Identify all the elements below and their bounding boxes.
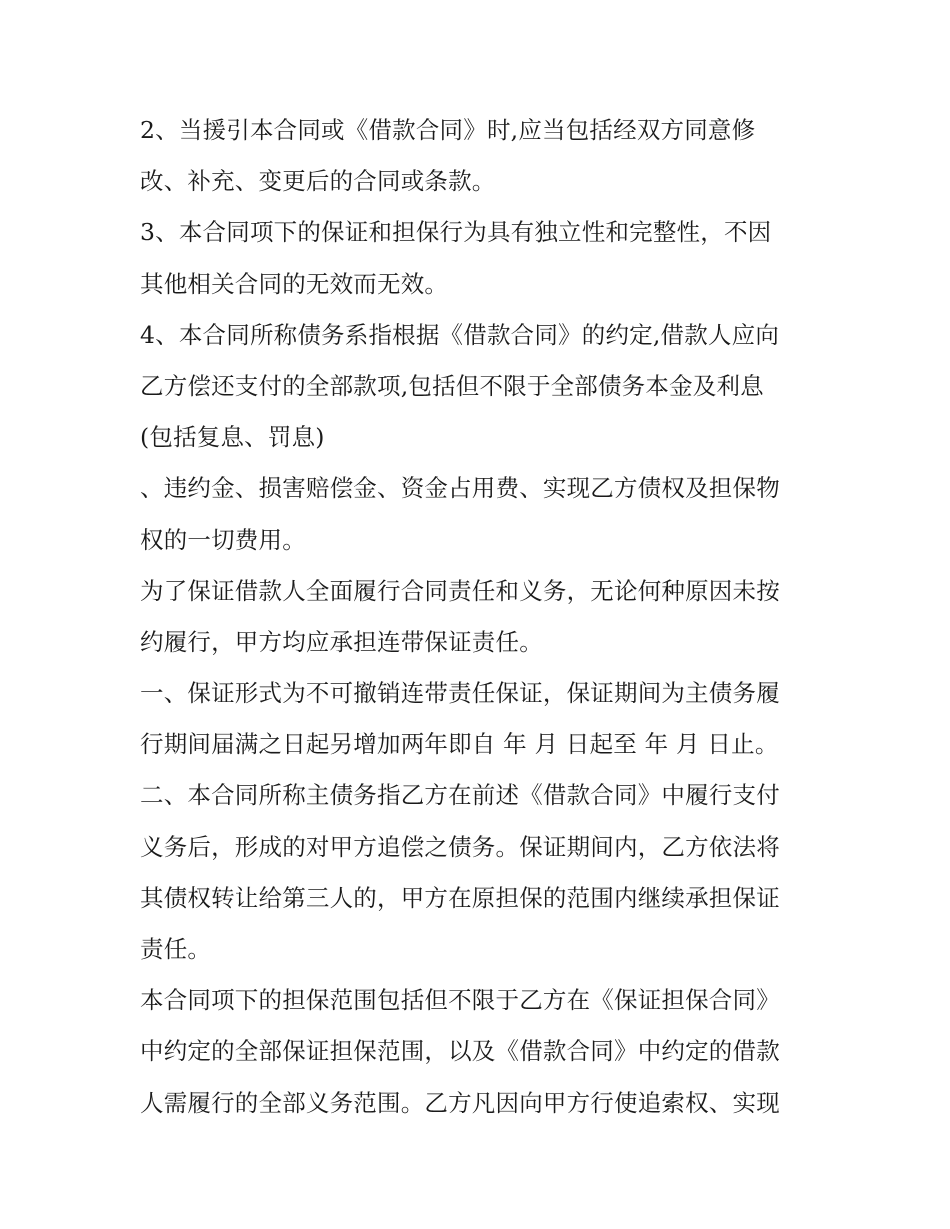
text-line: 4、本合同所称债务系指根据《借款合同》的约定,借款人应向 bbox=[140, 320, 780, 349]
text-line: 二、本合同所称主债务指乙方在前述《借款合同》中履行支付 bbox=[140, 781, 780, 810]
text-line: 乙方偿还支付的全部款项,包括但不限于全部债务本金及利息 bbox=[140, 371, 764, 400]
text-line: 权的一切费用。 bbox=[140, 525, 306, 554]
text-line: 中约定的全部保证担保范围，以及《借款合同》中约定的借款 bbox=[140, 1037, 780, 1066]
text-line: 人需履行的全部义务范围。乙方凡因向甲方行使追索权、实现 bbox=[140, 1088, 780, 1117]
text-line: 本合同项下的担保范围包括但不限于乙方在《保证担保合同》 bbox=[140, 986, 780, 1015]
text-line: 责任。 bbox=[140, 935, 212, 963]
text-line: 2、当援引本合同或《借款合同》时,应当包括经双方同意修 bbox=[140, 116, 756, 144]
text-line: 其他相关合同的无效而无效。 bbox=[140, 269, 449, 298]
document-body bbox=[140, 105, 830, 1129]
text-line: 行期间届满之日起另增加两年即自 年 月 日起至 年 月 日止。 bbox=[140, 730, 779, 759]
text-line: 一、保证形式为不可撤销连带责任保证，保证期间为主债务履 bbox=[140, 679, 780, 708]
text-line: 改、补充、变更后的合同或条款。 bbox=[140, 167, 496, 196]
text-line: 约履行，甲方均应承担连带保证责任。 bbox=[140, 627, 543, 656]
text-line: 义务后，形成的对甲方追偿之债务。保证期间内，乙方依法将 bbox=[140, 832, 780, 861]
text-line: 、违约金、损害赔偿金、资金占用费、实现乙方债权及担保物 bbox=[140, 474, 780, 503]
text-line: 为了保证借款人全面履行合同责任和义务，无论何种原因未按 bbox=[140, 576, 780, 605]
text-line: 其债权转让给第三人的，甲方在原担保的范围内继续承担保证 bbox=[140, 883, 780, 912]
text-line: (包括复息、罚息) bbox=[140, 423, 325, 452]
text-line: 3、本合同项下的保证和担保行为具有独立性和完整性，不因 bbox=[140, 218, 772, 247]
